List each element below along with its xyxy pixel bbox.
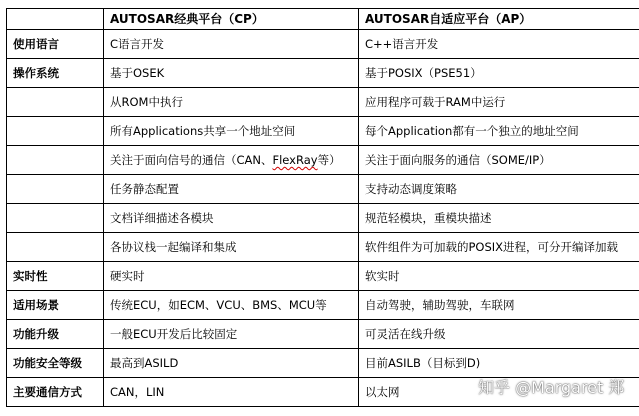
row-category xyxy=(7,204,104,233)
header-cell-ap: AUTOSAR自适应平台（AP） xyxy=(359,9,639,30)
comparison-table xyxy=(6,8,639,407)
cp-cell: 文档详细描述各模块 xyxy=(104,204,359,233)
watermark: 知乎 @Margaret 郑 xyxy=(478,378,625,397)
row-category xyxy=(7,146,104,175)
header-cell-empty xyxy=(7,9,104,30)
row-category xyxy=(7,175,104,204)
table-row xyxy=(7,117,639,146)
ap-cell: 每个Application都有一个独立的地址空间 xyxy=(359,117,639,146)
cp-cell xyxy=(104,146,359,175)
ap-cell: 目前ASILB（目标到D) xyxy=(359,349,639,378)
row-category: 主要通信方式 xyxy=(7,378,104,407)
ap-cell: 规范轻模块，重模块描述 xyxy=(359,204,639,233)
table-row xyxy=(7,291,639,320)
row-category: 适用场景 xyxy=(7,291,104,320)
row-category: 操作系统 xyxy=(7,59,104,88)
header-cell-cp: AUTOSAR经典平台（CP） xyxy=(104,9,359,30)
ap-cell: 关注于面向服务的通信（SOME/IP） xyxy=(359,146,639,175)
table-row xyxy=(7,146,639,175)
table-row xyxy=(7,59,639,88)
table-row xyxy=(7,320,639,349)
cp-cell: 所有Applications共享一个地址空间 xyxy=(104,117,359,146)
table-row xyxy=(7,262,639,291)
row-category: 功能安全等级 xyxy=(7,349,104,378)
ap-cell: 软实时 xyxy=(359,262,639,291)
row-category: 使用语言 xyxy=(7,30,104,59)
cp-cell: 传统ECU，如ECM、VCU、BMS、MCU等 xyxy=(104,291,359,320)
cp-cell: 最高到ASILD xyxy=(104,349,359,378)
row-category: 实时性 xyxy=(7,262,104,291)
ap-cell: 以太网 xyxy=(359,378,639,407)
cp-text-part: 关注于面向信号的通信（CAN、 xyxy=(110,153,273,167)
cp-text-part: 等） xyxy=(317,153,341,167)
row-category xyxy=(7,88,104,117)
ap-cell: C++语言开发 xyxy=(359,30,639,59)
ap-cell: 软件组件为可加载的POSIX进程，可分开编译加载 xyxy=(359,233,639,262)
row-category xyxy=(7,233,104,262)
table-row xyxy=(7,233,639,262)
spellcheck-flagged-word: FlexRay xyxy=(272,153,318,167)
cp-cell: 基于OSEK xyxy=(104,59,359,88)
cp-cell: 从ROM中执行 xyxy=(104,88,359,117)
cp-cell: 各协议栈一起编译和集成 xyxy=(104,233,359,262)
cp-cell: C语言开发 xyxy=(104,30,359,59)
table-row xyxy=(7,349,639,378)
row-category xyxy=(7,117,104,146)
ap-cell: 自动驾驶，辅助驾驶，车联网 xyxy=(359,291,639,320)
table-row xyxy=(7,175,639,204)
ap-cell: 支持动态调度策略 xyxy=(359,175,639,204)
ap-cell: 应用程序可载于RAM中运行 xyxy=(359,88,639,117)
table-row xyxy=(7,204,639,233)
table-row xyxy=(7,30,639,59)
cp-cell: 硬实时 xyxy=(104,262,359,291)
row-category: 功能升级 xyxy=(7,320,104,349)
ap-cell: 基于POSIX（PSE51） xyxy=(359,59,639,88)
cp-cell: CAN，LIN xyxy=(104,378,359,407)
ap-cell: 可灵活在线升级 xyxy=(359,320,639,349)
table-row xyxy=(7,88,639,117)
cp-cell: 任务静态配置 xyxy=(104,175,359,204)
table-header-row xyxy=(7,9,639,30)
cp-cell: 一般ECU开发后比较固定 xyxy=(104,320,359,349)
